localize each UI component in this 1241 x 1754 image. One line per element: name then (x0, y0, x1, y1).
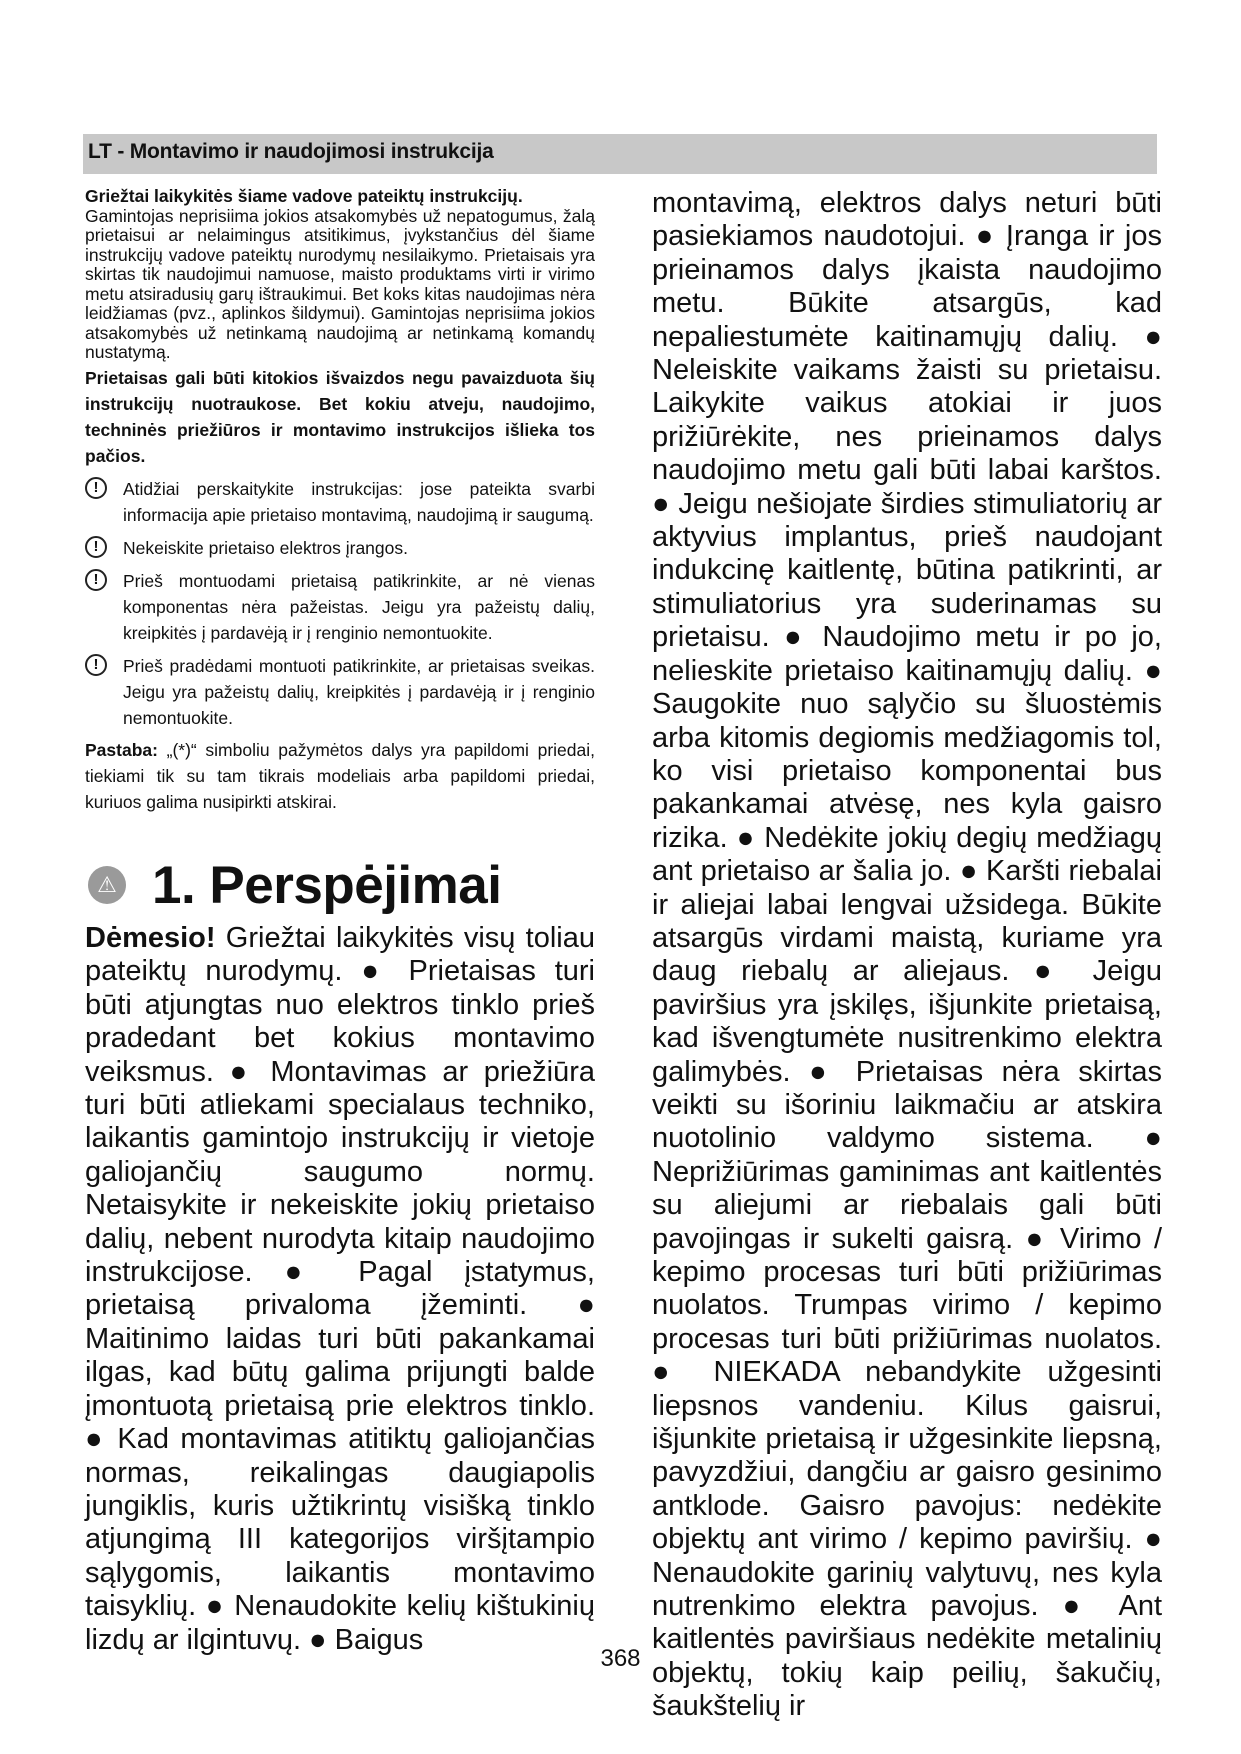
warnings-text-left: Griežtai laikykitės visų toliau pateiktų nurodymų. ● Prietaisas turi būti atjungtas nuo elektros tinklo prieš pradedant bet kokius montavimo veiksmus. ● Montavimas ar priežiūra turi būti atliekami specialaus techniko, laikantis gamintojo instrukcijų ir vietoje galiojančių saugumo normų. Netaisykite ir nekeiskite jokių prietaiso dalių, nebent nurodyta kitaip naudojimo instrukcijose. ● Pagal įstatymus, prietaisą privaloma įžeminti. ● Maitinimo laidas turi būti pakankamai ilgas, kad būtų galima prijungti balde įmontuotą prietaisą prie elektros tinklo. ● Kad montavimas atitiktų galiojančias normas, reikalingas daugiapolis jungiklis, kuris užtikrintų visišką tinklo atjungimą III kategorijos viršįtampio sąlygomis, laikantis montavimo taisyklių. ● Nenaudokite kelių kištukinių lizdų ar ilgintuvų. ● Baigus (85, 922, 595, 1656)
warnings-text-right: montavimą, elektros dalys neturi būti pasiekiamos naudotojui. ● Įranga ir jos prieinamos dalys įkaista naudojimo metu. Būkite atsargūs, kad nepaliestumėte kaitinamųjų dalių. ● Neleiskite vaikams žaisti su prietaisu. Laikykite vaikus atokiai ir juos prižiūrėkite, nes prieinamos dalys naudojimo metu gali būti labai karštos. ● Jeigu nešiojate širdies stimuliatorių ar aktyvius implantus, prieš naudojant indukcinę kaitlentę, būtina patikrinti, ar stimuliatorius yra suderinamas su prietaisu. ● Naudojimo metu ir po jo, nelieskite prietaiso kaitinamųjų dalių. ● Saugokite nuo sąlyčio su šluostėmis arba kitomis degiomis medžiagomis tol, ko visi prietaiso komponentai bus pakankamai atvėsę, nes kyla gaisro rizika. ● Nedėkite jokių degių medžiagų ant prietaiso ar šalia jo. ● Karšti riebalai ir aliejai labai lengvai užsidega. Būkite atsargūs virdami maistą, kuriame yra daug riebalų ar aliejaus. ● Jeigu paviršius yra įskilęs, išjunkite prietaisą, kad išvengtumėte nusitrenkimo elektra galimybės. ● Prietaisas nėra skirtas veikti su išoriniu laikmačiu ar atskira nuotolinio valdymo sistema. ● Neprižiūrimas gaminimas ant kaitlentės su aliejumi ar riebalais gali būti pavojingas ir sukelti gaisrą. ● Virimo / kepimo procesas turi būti prižiūrimas nuolatos. Trumpas virimo / kepimo procesas turi būti prižiūrimas nuolatos. ● NIEKADA nebandykite užgesinti liepsnos vandeniu. Kilus gaisrui, išjunkite prietaisą ir užgesinkite liepsną, pavyzdžiui, dangčiu ar gaisro gesinimo antklode. Gaisro pavojus: nedėkite objektų ant virimo / kepimo paviršių. ● Nenaudokite garinių valytuvų, nes kyla nutrenkimo elektra pavojus. ● Ant kaitlentės paviršiaus nedėkite metalinių objektų, tokių kaip peilių, šakučių, šaukštelių ir (652, 187, 1162, 1723)
warning-text: Prieš montuodami prietaisą patikrinkite, ar nė vienas komponentas nėra pažeistas. Jeigu yra pažeistų dalių, kreipkitės į pardavėją ir į renginio nemontuokite. (123, 570, 595, 643)
warning-item (85, 535, 595, 561)
warning-text: Nekeiskite prietaiso elektros įrangos. (123, 537, 408, 558)
warnings-body-left (85, 922, 595, 1657)
section-heading (88, 850, 501, 920)
caution-icon: ! (85, 654, 107, 676)
caution-icon: ! (85, 477, 107, 499)
intro-paragraph: Gamintojas neprisiima jokios atsakomybės už nepatogumus, žalą prietaisui ar nelaimingus atsitikimus, įvykstančius dėl šiame instrukcijų vadove pateiktų nurodymų nesilaikymo. Prietaisais yra skirtas tik naudojimui namuose, maisto produktams virti ir virimo metu atsiradusių garų ištraukimui. Bet koks kitas naudojimas nėra leidžiamas (pvz., aplinkos šildymui). Gamintojas neprisiima jokios atsakomybės už netinkamą naudojimą ar netinkamą komandų nustatymą. (85, 205, 595, 362)
section-title: 1. Perspėjimai (152, 855, 502, 915)
note-text: „(*)“ simboliu pažymėtos dalys yra papildomi priedai, tiekiami tik su tam tikrais modeliais arba papildomi priedai, kuriuos galima nusipirkti atskirai. (85, 739, 595, 812)
warning-item (85, 568, 595, 646)
warnings-body-right (652, 187, 1162, 1724)
note-label: Pastaba: (85, 739, 158, 760)
intro-column (85, 187, 595, 815)
warning-triangle-icon: ⚠ (88, 866, 126, 904)
intro-bold-heading: Griežtai laikykitės šiame vadove pateiktų instrukcijų. (85, 186, 523, 206)
caution-icon: ! (85, 569, 107, 591)
caution-icon: ! (85, 536, 107, 558)
warning-item (85, 476, 595, 528)
page-number: 368 (600, 1645, 641, 1672)
warning-text: Atidžiai perskaitykite instrukcijas: jose pateikta svarbi informacija apie prietaiso montavimą, naudojimą ir saugumą. (123, 478, 595, 525)
document-header-title: LT - Montavimo ir naudojimosi instrukcija (88, 140, 494, 163)
intro-bold-block: Prietaisas gali būti kitokios išvaizdos negu pavaizduota šių instrukcijų nuotraukose. Bet kokiu atveju, naudojimo, techninės priežiūros ir montavimo instrukcijos išlieka tos pačios. (85, 367, 595, 466)
note (85, 737, 595, 815)
attention-lead: Dėmesio! (85, 922, 216, 954)
document-header-bar (83, 134, 1157, 174)
warning-text: Prieš pradėdami montuoti patikrinkite, ar prietaisas sveikas. Jeigu yra pažeistų dalių, kreipkitės į pardavėją ir į renginio nemontuokite. (123, 655, 595, 728)
warning-item (85, 653, 595, 731)
